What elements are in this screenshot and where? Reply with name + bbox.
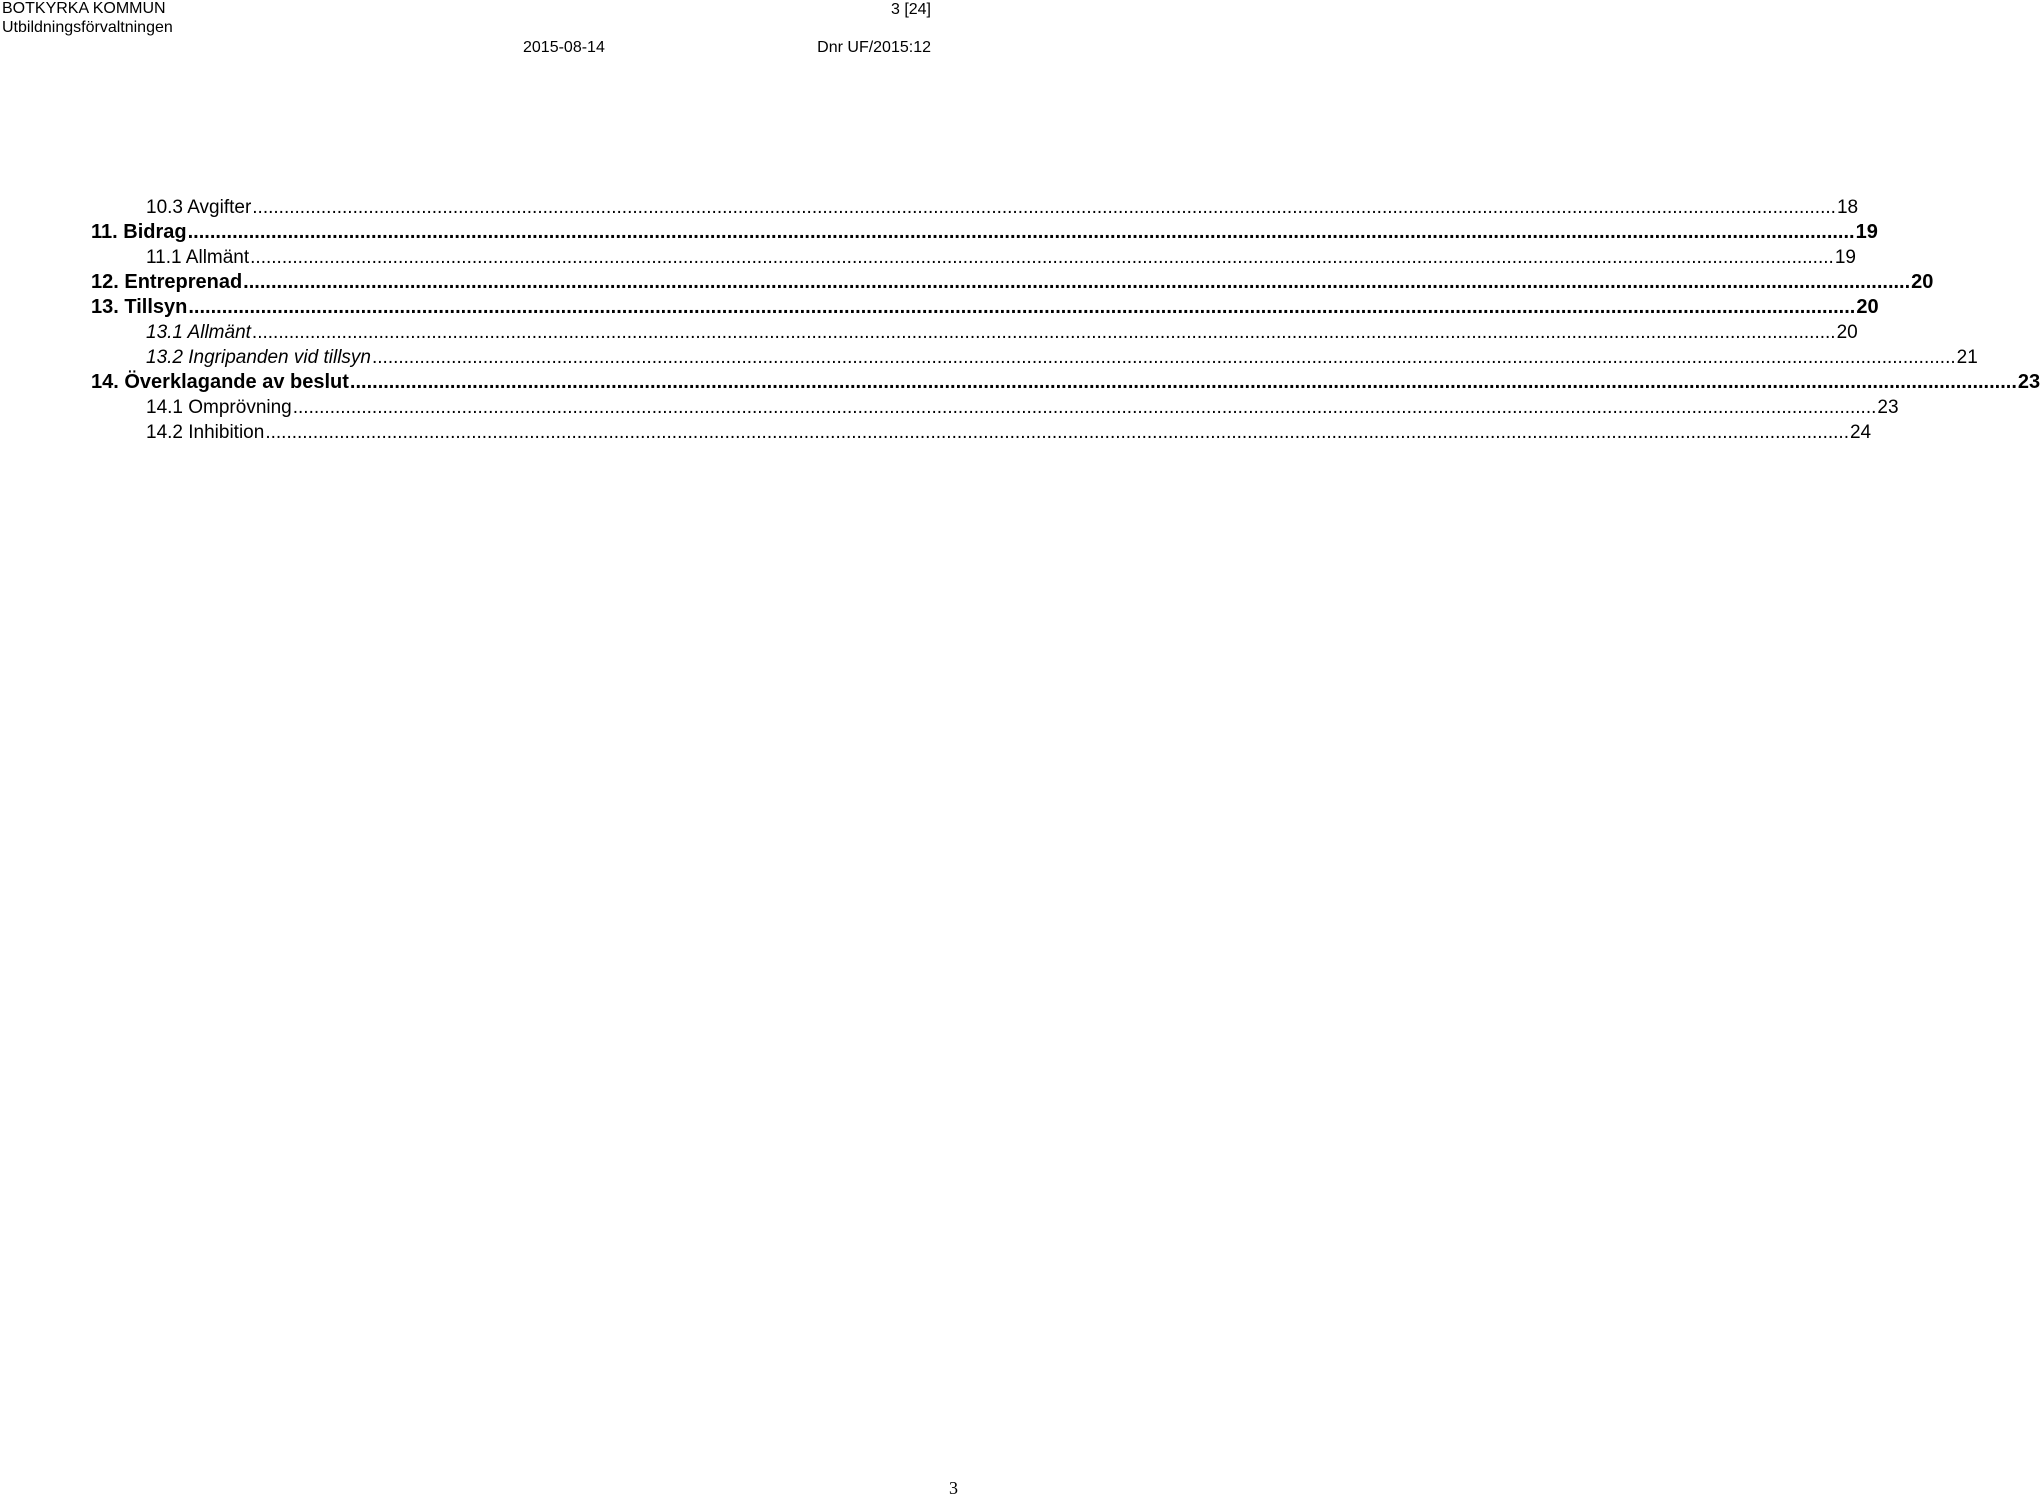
toc-entry-page: 19 [1834, 247, 1856, 268]
toc-entry-page: 20 [1911, 271, 1934, 293]
toc-dot-leader: ............................................................................................................................................................................................................................................................................................................ [292, 397, 1877, 418]
toc-entry-title: 13. Tillsyn [91, 296, 188, 318]
toc-entry-title: 13.2 Ingripanden vid tillsyn [146, 347, 371, 368]
toc-entry[interactable] [146, 320, 1858, 345]
toc-dot-leader: ............................................................................................................................................................................................................................................................................................................ [265, 422, 1849, 443]
toc-entry-title: 11.1 Allmänt [146, 247, 250, 268]
toc-entry-page: 19 [1855, 221, 1878, 243]
toc-dot-leader: ............................................................................................................................................................................................................................................................................................................ [252, 197, 1836, 218]
toc-entry-title: 13.1 Allmänt [146, 322, 251, 343]
footer-page-number: 3 [949, 1478, 958, 1498]
toc-entry-page: 21 [1956, 347, 1978, 368]
toc-entry-page: 20 [1836, 322, 1858, 343]
toc-entry-page: 20 [1856, 296, 1879, 318]
toc-entry[interactable] [146, 245, 1856, 270]
document-number: Dnr UF/2015:12 [817, 39, 931, 56]
toc-dot-leader: ............................................................................................................................................................................................................................................................................................................ [250, 247, 1834, 268]
department-name: Utbildningsförvaltningen [2, 19, 173, 36]
toc-entry[interactable] [91, 270, 1934, 295]
toc-entry[interactable] [146, 195, 1859, 220]
toc-dot-leader: ............................................................................................................................................................................................................................................................................................................ [188, 296, 1856, 318]
toc-entry[interactable] [91, 295, 1879, 320]
toc-dot-leader: ............................................................................................................................................................................................................................................................................................................ [187, 221, 1855, 243]
toc-entry-page: 23 [1877, 397, 1899, 418]
toc-dot-leader: ............................................................................................................................................................................................................................................................................................................ [243, 271, 1911, 293]
toc-dot-leader: ............................................................................................................................................................................................................................................................................................................ [371, 347, 1956, 368]
toc-dot-leader: ............................................................................................................................................................................................................................................................................................................ [251, 322, 1836, 343]
toc-entry-title: 14.1 Omprövning [146, 397, 292, 418]
toc-dot-leader: ............................................................................................................................................................................................................................................................................................................ [349, 371, 2017, 393]
toc-entry[interactable] [91, 220, 1878, 245]
toc-entry[interactable] [146, 395, 1899, 420]
toc-entry[interactable] [146, 420, 1872, 445]
toc-entry-title: 14. Överklagande av beslut [91, 371, 349, 393]
toc-entry-title: 11. Bidrag [91, 221, 187, 243]
page-info: 3 [24] [890, 1, 931, 18]
toc-entry-page: 24 [1849, 422, 1872, 443]
toc-entry-title: 14.2 Inhibition [146, 422, 265, 443]
document-date: 2015-08-14 [523, 39, 605, 56]
toc-entry-page: 18 [1836, 197, 1859, 218]
toc-entry-page: 23 [2017, 371, 2040, 393]
toc-entry-title: 10.3 Avgifter [146, 197, 252, 218]
toc-entry-title: 12. Entreprenad [91, 271, 243, 293]
toc-entry[interactable] [91, 370, 2040, 395]
organization-name: BOTKYRKA KOMMUN [2, 0, 166, 17]
toc-entry[interactable] [146, 345, 1978, 370]
